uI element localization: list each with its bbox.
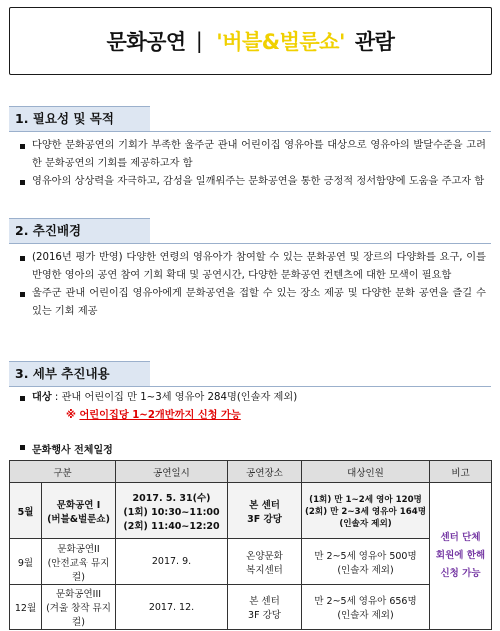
background-bullet: 울주군 관내 어린이집 영유아에게 문화공연을 접할 수 있는 장소 제공 및 다양한 문화 공연을 즐길 수 있는 기회 제공 [14,285,486,321]
date-line: (1회) 10:30~11:00 [123,506,220,518]
place-cell [228,483,302,539]
title-main: 문화공연 [106,30,186,54]
document-title [9,7,492,75]
event-subtitle: (버블&벌룬쇼) [47,513,110,525]
event-subtitle: (겨울 창작 뮤지컬) [46,603,111,628]
note-text: 어린이집당 1~2개반까지 신청 가능 [79,410,241,421]
month-cell: 12월 [10,585,42,630]
event-cell [42,585,116,630]
remark-line: 센터 단체 [440,532,481,543]
title-suffix: 관람 [354,30,395,54]
date-line: 2017. 5. 31(수) [132,492,211,504]
table-header-row [10,461,492,483]
remark-line: 회원에 한해 [435,550,486,561]
place-cell [228,539,302,585]
target-bullet [14,389,486,407]
place-line: 본 센터 [249,596,280,607]
event-cell [42,539,116,585]
place-line: 3F 강당 [248,610,281,621]
header-target: 대상인원 [302,461,430,483]
event-cell [42,483,116,539]
target-cell [302,483,430,539]
target-label: 대상 [32,392,52,403]
date-cell [116,483,228,539]
table-row [10,483,492,539]
target-text: : 관내 어린이집 만 1~3세 영유아 284명(인솔자 제외) [51,392,298,403]
place-line: 3F 강당 [247,513,282,525]
application-note [14,407,486,425]
target-line: (2회) 만 2~3세 영유아 164명 [304,506,426,517]
table-row [10,585,492,630]
place-line: 복지센터 [246,564,283,576]
target-line: 만 2~5세 영유아 500명 [314,550,417,562]
header-remark: 비고 [430,461,492,483]
section-heading-background: 2. 추진배경 [9,218,150,244]
place-line: 온양문화 [246,550,283,562]
target-cell [302,585,430,630]
table-row [10,539,492,585]
header-category: 구분 [10,461,116,483]
schedule-table [9,460,492,630]
date-cell [116,585,228,630]
background-bullet: (2016년 평가 반영) 다양한 연령의 영유아가 참여할 수 있는 문화공연 및 장르의 다양화를 요구, 이를 반영한 영아의 공연 참여 기회 확대 및 공연시간, 다양한 문화공연 컨텐츠에 대한 모색이 필요함 [14,249,486,285]
event-subtitle: (안전교육 뮤지컬) [47,557,110,583]
event-name: 문화공연III [55,589,102,600]
target-line: (인솔자 제외) [337,610,394,621]
target-line: (1회) 만 1~2세 영아 120명 [309,494,422,505]
section-divider [150,131,491,132]
title-show-name: '버블&벌룬쇼' [216,30,345,54]
target-cell [302,539,430,585]
date-cell [116,539,228,585]
date-line: 2017. 9. [151,556,192,567]
event-name: 문화공연 I [56,499,101,511]
place-line: 본 센터 [249,499,280,511]
details-bullets [14,389,486,425]
target-line: 만 2~5세 영유아 656명 [314,596,417,607]
target-line: (인솔자 제외) [339,518,392,529]
background-bullets [14,249,486,321]
remark-line: 신청 가능 [440,568,481,579]
month-cell: 9월 [10,539,42,585]
section-heading-purpose: 1. 필요성 및 목적 [9,106,150,132]
remark-cell [430,483,492,630]
note-prefix: ※ [66,410,80,421]
section-divider [150,243,491,244]
month-cell: 5월 [10,483,42,539]
schedule-title: 문화행사 전체일정 [14,441,113,456]
section-heading-details: 3. 세부 추진내용 [9,361,150,387]
purpose-bullet: 영유아의 상상력을 자극하고, 감성을 일깨워주는 문화공연을 통한 긍정적 정서함양에 도움을 주고자 함 [14,173,486,191]
place-cell [228,585,302,630]
purpose-bullets [14,137,486,191]
date-line: (2회) 11:40~12:20 [123,520,220,532]
purpose-bullet: 다양한 문화공연의 기회가 부족한 울주군 관내 어린이집 영유아를 대상으로 영유아의 발달수준을 고려한 문화공연의 기회를 제공하고자 함 [14,137,486,173]
date-line: 2017. 12. [148,601,195,613]
title-separator: | [195,29,203,53]
section-divider [150,386,491,387]
event-name: 문화공연II [57,543,100,555]
target-line: (인솔자 제외) [337,564,394,576]
header-date: 공연일시 [116,461,228,483]
header-place: 공연장소 [228,461,302,483]
